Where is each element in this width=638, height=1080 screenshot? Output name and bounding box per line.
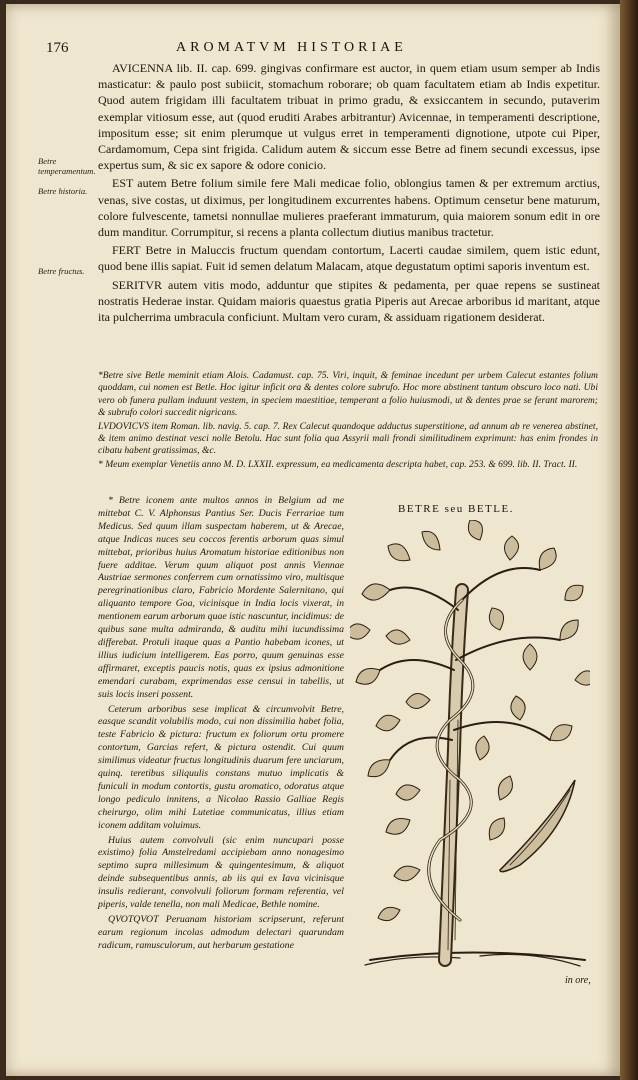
margin-note-history: Betre historia. xyxy=(38,186,88,196)
note-exemplar: * Meum exemplar Venetiis anno M. D. LXXII. expressum, ea medicamenta descripta habet, cap. 253. & 699. lib. II. Tract. II. xyxy=(98,458,578,470)
commentary-paragraph: * Betre iconem ante multos annos in Belgium ad me mittebat C. V. Alphonsus Pantius Ser. Ducis Ferrariae tum Medicus. Sed quum illam suspectam haberem, ut & Arecae, atque Indicas nuces seu coccos ferentis arborum quas simul mittebat, prioribus huius Aromatum historiae editionibus non fuere additae. Verum quum aliquot post annis Viennae Austriae sermones conferrem cum ornatissimo viro, multisque peregrinationibus claro, Fabricio Mordente Salernitano, qui aliquanto tempore Goa, vicinisque in India locis vixerat, in mentionem earum arborum quae istic nascuntur, incidimus: de quibus sane multa admiranda, & auditu mihi iucundissima differebat. Protuli itaque quas a Pantio habebam icones, ut illius iudicium intelligerem. Eas porro, quum genuinas esse affirmaret, exceptis paucis notis, quas ex ipsius admonitione emendari curabam, exprimendas esse censui in tabellis, ut suis locis inseri possent. xyxy=(98,495,344,700)
betel-plant-illustration xyxy=(350,520,590,970)
catchword: in ore, xyxy=(565,975,591,986)
footnotes xyxy=(98,370,598,472)
page-number: 176 xyxy=(46,40,69,56)
note-ludovicus: LVDOVICVS item Roman. lib. navig. 5. cap. 7. Rex Calecut quandoque adductus superstitione, ad annum ab re venerea abstinet, & item animo destinat vesci nolle Betolu. Hac sunt folia qua Assyrii mali frondi similitudinem exprimunt: has enim frondes in cibatu habent gratissimas, &c. xyxy=(98,420,598,457)
margin-note-fruit: Betre fructus. xyxy=(38,266,85,276)
margin-note-temperament: Betre temperamentum. xyxy=(38,156,96,176)
commentary-column xyxy=(98,495,344,955)
book-edge xyxy=(620,0,638,1080)
main-text xyxy=(98,60,600,327)
commentary-paragraph: Huius autem convolvuli (sic enim nuncupari posse existimo) folia Amstelredami accipiebam anno nonagesimo septimo supra millesimum & quingentesimum, & aliquot deinde subsequentibus annis, ab iis qui ex Iava vicinisque insulis redierant, convolvuli foliorum formam referentia, vel piperis, valde tenella, non mali Medicae, Bethle nomine. xyxy=(98,834,344,911)
commentary-paragraph: Ceterum arboribus sese implicat & circumvolvit Betre, easque scandit volubilis modo, cui non dissimilia habet folia, teste Fabricio & pictura: fructum ex foliorum ortu promere contortum, Garcias refert, & pictura ostendit. Cui quum similimus videatur fructus longitudinis duarum fere unciarum, quinq. teretibus siliquulis constans mutuo implicatis & funiculi in modum contortis, gustu aromatico, odoratus atque longo pediculo innitens, a Nicolao Rassio Galliae Regis cheirurgo, olim mihi Lutetiae communicatus, illius etiam iconem additam voluimus. xyxy=(98,703,344,831)
paragraph-cultivation: SERITVR autem vitis modo, adduntur que stipites & pedamenta, per quae repens se sustineat nostratis Hederae instar. Quidam maioris quaestus gratia Piperis aut Arecae arboribus id maritant, atque ita pulcherrima umbracula conficiunt. Multam vero curam, & assiduam rigationem desiderat. xyxy=(98,277,600,325)
paragraph-description: EST autem Betre folium simile fere Mali medicae folio, oblongius tamen & per extremum arctius, venas, sive costas, ut diximus, per longitudinem excurrentes habens. Optimum censetur bene maturum, colore fulvescente, tametsi nonnullae mulieres praeferant immaturum, quia maiorem sonum edit in ore dum manditur. Corrumpitur, si recens a planta collectum diutius manibus tractetur. xyxy=(98,176,600,240)
running-title: AROMATVM HISTORIAE xyxy=(176,40,407,55)
paragraph-avicenna: AVICENNA lib. II. cap. 699. gingivas confirmare est auctor, in quem etiam usum semper ab Indis masticatur: & paulo post subiicit, stomachum roborare; ob quam facultatem etiam ab Indis expetitur. Quod autem frigidam illi facultatem tribuat in primo gradu, & exsiccantem in secundo, putaverim exemplar vitiosum esse, aut (quod eruditi Arabes arbitrantur) Avicennae, in temperamenti descriptione, impositum esse; sit enim plerumque ut vulgus erret in temperamenti dignotione, utpote cui Piper, Cardamomum, Cepa sint frigida. Calidum autem & siccum esse Betre ad finem secundi excessus, ipse expertus sum, & sic ex sapore & odore conicio. xyxy=(98,61,600,173)
paragraph-fruit: FERT Betre in Maluccis fructum quendam contortum, Lacerti caudae similem, quem istic edunt, quod bene illis sapiat. Fuit id semen delatum Malacam, atque degustatum optimi saporis inventum est. xyxy=(98,243,600,274)
figure-caption: BETRE seu BETLE. xyxy=(398,503,514,515)
note-cadamust: *Betre sive Betle meminit etiam Alois. Cadamust. cap. 75. Viri, inquit, & feminae incedunt per urbem Calecut estantes folium quoddam, cui nomen est Betle. Hoc igitur inficit ora & dentes colore subrufo. Hoc more abstinent tantum obscuro loco nati. Ubi vero ob funera pullam induunt vestem, in speciem maestitiae, temperant a folio huiusmodi, ut & dentes prae se ferant marorem; & subrufo colori succedit nigricans. xyxy=(98,370,598,419)
commentary-paragraph: QVOTQVOT Peruanam historiam scripserunt, referunt earum regionum incolas admodum delectari quarundam radicum, ramusculorum, aut herbarum gestatione xyxy=(98,914,344,951)
